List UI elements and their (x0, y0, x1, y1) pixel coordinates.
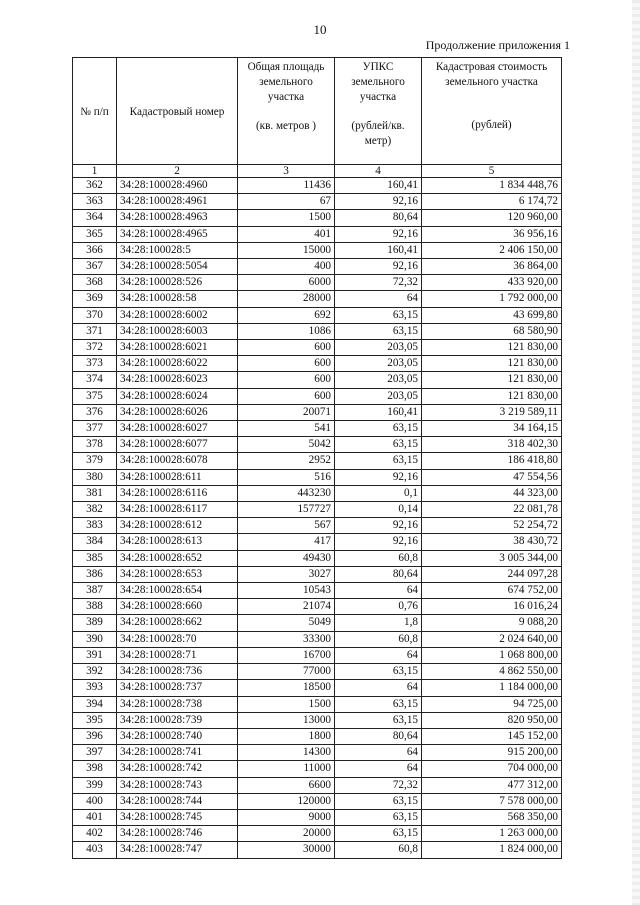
header-upks-line2: земельного (351, 76, 405, 88)
upks-cell: 80,64 (335, 728, 422, 744)
row-number-cell: 362 (73, 178, 117, 194)
upks-cell: 203,05 (335, 372, 422, 388)
column-number: 4 (335, 165, 422, 178)
area-cell: 16700 (238, 647, 335, 663)
upks-cell: 160,41 (335, 242, 422, 258)
row-number-cell: 363 (73, 194, 117, 210)
area-cell: 516 (238, 469, 335, 485)
cadastral-number-cell: 34:28:100028:6024 (117, 388, 238, 404)
upks-cell: 63,15 (335, 696, 422, 712)
column-number: 3 (238, 165, 335, 178)
cadastral-number-cell: 34:28:100028:6022 (117, 356, 238, 372)
area-cell: 6000 (238, 275, 335, 291)
upks-cell: 60,8 (335, 631, 422, 647)
page-number: 10 (313, 22, 327, 37)
column-number: 5 (422, 165, 562, 178)
table-row (73, 680, 562, 696)
cadastral-number-cell: 34:28:100028:4960 (117, 178, 238, 194)
cost-cell: 1 834 448,76 (422, 178, 562, 194)
cadastral-number-cell: 34:28:100028:652 (117, 550, 238, 566)
upks-cell: 160,41 (335, 404, 422, 420)
area-cell: 417 (238, 534, 335, 550)
table-body (73, 178, 562, 859)
header-kadastr: Кадастровый номер (117, 58, 238, 165)
cost-cell: 16 016,24 (422, 599, 562, 615)
cost-cell: 94 725,00 (422, 696, 562, 712)
table-row (73, 226, 562, 242)
table-row (73, 793, 562, 809)
row-number-cell: 387 (73, 583, 117, 599)
area-cell: 600 (238, 388, 335, 404)
header-cost (422, 58, 562, 165)
table-row (73, 178, 562, 194)
cadastral-number-cell: 34:28:100028:737 (117, 680, 238, 696)
table-row (73, 842, 562, 858)
upks-cell: 80,64 (335, 566, 422, 582)
area-cell: 28000 (238, 291, 335, 307)
upks-cell: 92,16 (335, 226, 422, 242)
continuation-label: Продолжение приложения 1 (425, 38, 570, 52)
upks-cell: 64 (335, 583, 422, 599)
table-row (73, 356, 562, 372)
row-number-cell: 402 (73, 826, 117, 842)
upks-cell: 60,8 (335, 550, 422, 566)
row-number-cell: 397 (73, 745, 117, 761)
table-row (73, 502, 562, 518)
upks-cell: 63,15 (335, 809, 422, 825)
cost-cell: 674 752,00 (422, 583, 562, 599)
row-number-cell: 400 (73, 793, 117, 809)
row-number-cell: 398 (73, 761, 117, 777)
area-cell: 1500 (238, 696, 335, 712)
row-number-cell: 374 (73, 372, 117, 388)
cost-cell: 36 956,16 (422, 226, 562, 242)
cadastral-number-cell: 34:28:100028:6077 (117, 437, 238, 453)
cost-cell: 121 830,00 (422, 340, 562, 356)
cadastral-number-cell: 34:28:100028:58 (117, 291, 238, 307)
area-cell: 541 (238, 421, 335, 437)
header-area-line2: земельного (259, 76, 313, 88)
table-row (73, 437, 562, 453)
table-row (73, 712, 562, 728)
header-area-line1: Общая площадь (247, 61, 325, 73)
row-number-cell: 368 (73, 275, 117, 291)
cost-cell: 318 402,30 (422, 437, 562, 453)
cadastral-number-cell: 34:28:100028:6026 (117, 404, 238, 420)
table-row (73, 518, 562, 534)
cost-cell: 1 068 800,00 (422, 647, 562, 663)
header-area (238, 58, 335, 165)
area-cell: 20000 (238, 826, 335, 842)
upks-cell: 92,16 (335, 534, 422, 550)
upks-cell: 63,15 (335, 421, 422, 437)
upks-cell: 203,05 (335, 340, 422, 356)
row-number-cell: 386 (73, 566, 117, 582)
table-row (73, 194, 562, 210)
area-cell: 9000 (238, 809, 335, 825)
area-cell: 20071 (238, 404, 335, 420)
area-cell: 49430 (238, 550, 335, 566)
cadastral-number-cell: 34:28:100028:6002 (117, 307, 238, 323)
table-row (73, 550, 562, 566)
cadastral-number-cell: 34:28:100028:736 (117, 664, 238, 680)
cost-cell: 186 418,80 (422, 453, 562, 469)
table-row (73, 664, 562, 680)
table-row (73, 291, 562, 307)
upks-cell: 64 (335, 647, 422, 663)
header-upks-unit2: метр) (364, 135, 392, 147)
header-area-line3: участка (267, 91, 305, 103)
header-upks (335, 58, 422, 165)
cost-cell: 22 081,78 (422, 502, 562, 518)
area-cell: 13000 (238, 712, 335, 728)
area-cell: 5049 (238, 615, 335, 631)
table-row (73, 210, 562, 226)
area-cell: 567 (238, 518, 335, 534)
column-number: 2 (117, 165, 238, 178)
area-cell: 157727 (238, 502, 335, 518)
header-cost-unit: (рублей) (471, 119, 512, 131)
table-row (73, 453, 562, 469)
upks-cell: 80,64 (335, 210, 422, 226)
area-cell: 11000 (238, 761, 335, 777)
cadastral-number-cell: 34:28:100028:6021 (117, 340, 238, 356)
area-cell: 14300 (238, 745, 335, 761)
row-number-cell: 366 (73, 242, 117, 258)
row-number-cell: 389 (73, 615, 117, 631)
cost-cell: 2 024 640,00 (422, 631, 562, 647)
row-number-cell: 392 (73, 664, 117, 680)
table-row (73, 534, 562, 550)
upks-cell: 1,8 (335, 615, 422, 631)
table-row (73, 340, 562, 356)
row-number-cell: 403 (73, 842, 117, 858)
cost-cell: 47 554,56 (422, 469, 562, 485)
area-cell: 30000 (238, 842, 335, 858)
row-number-cell: 393 (73, 680, 117, 696)
area-cell: 1500 (238, 210, 335, 226)
column-number: 1 (73, 165, 117, 178)
row-number-cell: 401 (73, 809, 117, 825)
cost-cell: 121 830,00 (422, 356, 562, 372)
upks-cell: 63,15 (335, 323, 422, 339)
upks-cell: 0,76 (335, 599, 422, 615)
upks-cell: 92,16 (335, 518, 422, 534)
area-cell: 600 (238, 340, 335, 356)
cost-cell: 43 699,80 (422, 307, 562, 323)
upks-cell: 72,32 (335, 275, 422, 291)
upks-cell: 63,15 (335, 453, 422, 469)
header-area-unit: (кв. метров ) (255, 120, 317, 132)
row-number-cell: 365 (73, 226, 117, 242)
row-number-cell: 376 (73, 404, 117, 420)
area-cell: 1086 (238, 323, 335, 339)
row-number-cell: 390 (73, 631, 117, 647)
area-cell: 600 (238, 372, 335, 388)
cadastral-number-cell: 34:28:100028:745 (117, 809, 238, 825)
upks-cell: 63,15 (335, 437, 422, 453)
row-number-cell: 395 (73, 712, 117, 728)
cadastral-number-cell: 34:28:100028:747 (117, 842, 238, 858)
table-row (73, 809, 562, 825)
upks-cell: 0,14 (335, 502, 422, 518)
header-upks-line1: УПКС (362, 61, 394, 73)
area-cell: 600 (238, 356, 335, 372)
cost-cell: 3 005 344,00 (422, 550, 562, 566)
table-row (73, 242, 562, 258)
row-number-cell: 378 (73, 437, 117, 453)
cost-cell: 36 864,00 (422, 259, 562, 275)
row-number-cell: 382 (73, 502, 117, 518)
cost-cell: 477 312,00 (422, 777, 562, 793)
upks-cell: 92,16 (335, 259, 422, 275)
cost-cell: 1 824 000,00 (422, 842, 562, 858)
cadastral-number-cell: 34:28:100028:613 (117, 534, 238, 550)
upks-cell: 63,15 (335, 712, 422, 728)
scan-edge (632, 0, 640, 905)
cadastral-table (72, 57, 562, 859)
table-row (73, 761, 562, 777)
cost-cell: 433 920,00 (422, 275, 562, 291)
cost-cell: 820 950,00 (422, 712, 562, 728)
upks-cell: 92,16 (335, 194, 422, 210)
table-row (73, 615, 562, 631)
row-number-cell: 379 (73, 453, 117, 469)
cadastral-number-cell: 34:28:100028:6117 (117, 502, 238, 518)
upks-cell: 203,05 (335, 388, 422, 404)
upks-cell: 64 (335, 745, 422, 761)
cadastral-number-cell: 34:28:100028:654 (117, 583, 238, 599)
table-row (73, 307, 562, 323)
row-number-cell: 394 (73, 696, 117, 712)
table-row (73, 745, 562, 761)
cadastral-number-cell: 34:28:100028:6027 (117, 421, 238, 437)
table-row (73, 372, 562, 388)
table-row (73, 566, 562, 582)
cost-cell: 3 219 589,11 (422, 404, 562, 420)
cost-cell: 4 862 550,00 (422, 664, 562, 680)
cadastral-number-cell: 34:28:100028:660 (117, 599, 238, 615)
row-number-cell: 381 (73, 485, 117, 501)
header-row (73, 58, 562, 165)
cost-cell: 145 152,00 (422, 728, 562, 744)
header-num: № п/п (73, 58, 117, 165)
row-number-cell: 396 (73, 728, 117, 744)
table-row (73, 469, 562, 485)
cadastral-number-cell: 34:28:100028:4963 (117, 210, 238, 226)
area-cell: 692 (238, 307, 335, 323)
table-row (73, 485, 562, 501)
upks-cell: 160,41 (335, 178, 422, 194)
upks-cell: 0,1 (335, 485, 422, 501)
cadastral-number-cell: 34:28:100028:6003 (117, 323, 238, 339)
row-number-cell: 372 (73, 340, 117, 356)
cadastral-number-cell: 34:28:100028:744 (117, 793, 238, 809)
cost-cell: 1 792 000,00 (422, 291, 562, 307)
area-cell: 3027 (238, 566, 335, 582)
upks-cell: 64 (335, 291, 422, 307)
cadastral-number-cell: 34:28:100028:742 (117, 761, 238, 777)
cadastral-number-cell: 34:28:100028:739 (117, 712, 238, 728)
cost-cell: 1 184 000,00 (422, 680, 562, 696)
table-row (73, 696, 562, 712)
area-cell: 21074 (238, 599, 335, 615)
table-row (73, 421, 562, 437)
table-row (73, 728, 562, 744)
cadastral-number-cell: 34:28:100028:4961 (117, 194, 238, 210)
cost-cell: 34 164,15 (422, 421, 562, 437)
row-number-cell: 385 (73, 550, 117, 566)
area-cell: 443230 (238, 485, 335, 501)
cadastral-number-cell: 34:28:100028:662 (117, 615, 238, 631)
table-row (73, 404, 562, 420)
upks-cell: 203,05 (335, 356, 422, 372)
table-row (73, 599, 562, 615)
cost-cell: 1 263 000,00 (422, 826, 562, 842)
table-row (73, 259, 562, 275)
upks-cell: 63,15 (335, 826, 422, 842)
area-cell: 400 (238, 259, 335, 275)
table-row (73, 631, 562, 647)
area-cell: 1800 (238, 728, 335, 744)
cadastral-number-cell: 34:28:100028:6116 (117, 485, 238, 501)
row-number-cell: 391 (73, 647, 117, 663)
cadastral-number-cell: 34:28:100028:70 (117, 631, 238, 647)
cost-cell: 7 578 000,00 (422, 793, 562, 809)
area-cell: 67 (238, 194, 335, 210)
area-cell: 401 (238, 226, 335, 242)
area-cell: 18500 (238, 680, 335, 696)
cadastral-number-cell: 34:28:100028:612 (117, 518, 238, 534)
row-number-cell: 370 (73, 307, 117, 323)
cadastral-number-cell: 34:28:100028:5054 (117, 259, 238, 275)
row-number-cell: 371 (73, 323, 117, 339)
cadastral-number-cell: 34:28:100028:5 (117, 242, 238, 258)
area-cell: 6600 (238, 777, 335, 793)
cadastral-number-cell: 34:28:100028:611 (117, 469, 238, 485)
cost-cell: 44 323,00 (422, 485, 562, 501)
table-row (73, 777, 562, 793)
header-upks-line3: участка (359, 91, 397, 103)
table-row (73, 583, 562, 599)
row-number-cell: 384 (73, 534, 117, 550)
row-number-cell: 399 (73, 777, 117, 793)
upks-cell: 72,32 (335, 777, 422, 793)
row-number-cell: 383 (73, 518, 117, 534)
cost-cell: 915 200,00 (422, 745, 562, 761)
upks-cell: 64 (335, 680, 422, 696)
area-cell: 15000 (238, 242, 335, 258)
table-row (73, 275, 562, 291)
table-row (73, 826, 562, 842)
upks-cell: 63,15 (335, 307, 422, 323)
header-upks-unit1: (рублей/кв. (351, 120, 405, 132)
area-cell: 11436 (238, 178, 335, 194)
cadastral-number-cell: 34:28:100028:741 (117, 745, 238, 761)
upks-cell: 92,16 (335, 469, 422, 485)
header-cost-line2: земельного участка (445, 76, 538, 88)
table-row (73, 323, 562, 339)
cost-cell: 568 350,00 (422, 809, 562, 825)
area-cell: 10543 (238, 583, 335, 599)
upks-cell: 63,15 (335, 664, 422, 680)
area-cell: 5042 (238, 437, 335, 453)
area-cell: 77000 (238, 664, 335, 680)
cadastral-number-cell: 34:28:100028:6078 (117, 453, 238, 469)
cadastral-number-cell: 34:28:100028:71 (117, 647, 238, 663)
cadastral-number-cell: 34:28:100028:4965 (117, 226, 238, 242)
row-number-cell: 377 (73, 421, 117, 437)
cadastral-number-cell: 34:28:100028:526 (117, 275, 238, 291)
row-number-cell: 369 (73, 291, 117, 307)
upks-cell: 63,15 (335, 793, 422, 809)
upks-cell: 60,8 (335, 842, 422, 858)
cost-cell: 704 000,00 (422, 761, 562, 777)
cost-cell: 52 254,72 (422, 518, 562, 534)
cadastral-number-cell: 34:28:100028:6023 (117, 372, 238, 388)
cadastral-number-cell: 34:28:100028:743 (117, 777, 238, 793)
row-number-cell: 367 (73, 259, 117, 275)
cost-cell: 68 580,90 (422, 323, 562, 339)
column-number-row (73, 165, 562, 178)
cost-cell: 121 830,00 (422, 388, 562, 404)
cost-cell: 6 174,72 (422, 194, 562, 210)
cadastral-number-cell: 34:28:100028:746 (117, 826, 238, 842)
cost-cell: 244 097,28 (422, 566, 562, 582)
row-number-cell: 388 (73, 599, 117, 615)
area-cell: 120000 (238, 793, 335, 809)
area-cell: 33300 (238, 631, 335, 647)
cadastral-number-cell: 34:28:100028:653 (117, 566, 238, 582)
cost-cell: 9 088,20 (422, 615, 562, 631)
cost-cell: 2 406 150,00 (422, 242, 562, 258)
cost-cell: 38 430,72 (422, 534, 562, 550)
row-number-cell: 380 (73, 469, 117, 485)
cadastral-number-cell: 34:28:100028:738 (117, 696, 238, 712)
row-number-cell: 375 (73, 388, 117, 404)
cost-cell: 120 960,00 (422, 210, 562, 226)
table-row (73, 388, 562, 404)
row-number-cell: 364 (73, 210, 117, 226)
cost-cell: 121 830,00 (422, 372, 562, 388)
table-row (73, 647, 562, 663)
row-number-cell: 373 (73, 356, 117, 372)
cadastral-number-cell: 34:28:100028:740 (117, 728, 238, 744)
upks-cell: 64 (335, 761, 422, 777)
header-cost-line1: Кадастровая стоимость (435, 61, 548, 73)
area-cell: 2952 (238, 453, 335, 469)
